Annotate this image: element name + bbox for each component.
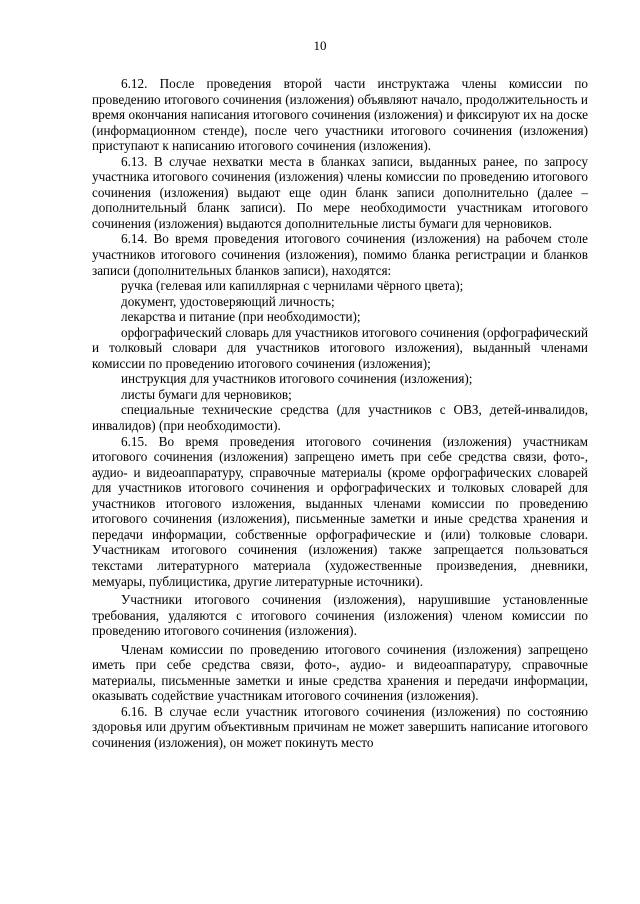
list-item-pen: ручка (гелевая или капиллярная с чернилами чёрного цвета);	[121, 278, 464, 294]
list-item-draft-sheets: листы бумаги для черновиков;	[121, 386, 292, 402]
page-number: 10	[313, 38, 327, 53]
paragraph-6-15: 6.15. Во время проведения итогового сочинения (изложения) участникам итогового сочинения (изложения) запрещено иметь при себе средства связи, фото-, аудио- и видеоаппаратуру, справочные материалы (кроме орфографических словарей для участников итогового сочинения и орфографических и толковых словарей для участников итогового изложения, выданных членами комиссии по проведению итогового сочинения (изложения), письменные заметки и иные средства хранения и передачи информации, собственные орфографические и (или) толковые словари. Участникам итогового сочинения (изложения) также запрещается пользоваться текстами литературного материала (художественные произведения, дневники, мемуары, публицистика, другие литературные источники).	[92, 433, 588, 589]
list-item-special-equipment: специальные технические средства (для участников с ОВЗ, детей-инвалидов, инвалидов) (при необходимости).	[92, 402, 588, 434]
list-item-dictionary: орфографический словарь для участников итогового сочинения (орфографический и толковый словари для участников итогового изложения), выданный членами комиссии по проведению итогового сочинения (изложения);	[92, 324, 588, 371]
paragraph-6-12: 6.12. После проведения второй части инструктажа члены комиссии по проведению итогового сочинения (изложения) объявляют начало, продолжительность и время окончания написания итогового сочинения (изложения) и фиксируют их на доске (информационном стенде), после чего участники итогового сочинения (изложения) приступают к написанию итогового сочинения (изложения).	[92, 76, 588, 154]
paragraph-violators: Участники итогового сочинения (изложения), нарушившие установленные требования, удаляются с итогового сочинения (изложения) членом комиссии по проведению итогового сочинения (изложения).	[92, 592, 588, 639]
paragraph-commission-members: Членам комиссии по проведению итогового сочинения (изложения) запрещено иметь при себе средства связи, фото-, аудио- и видеоаппаратуру, справочные материалы, письменные заметки и иные средства хранения и передачи информации, оказывать содействие участникам итогового сочинения (изложения).	[92, 641, 588, 704]
list-item-instruction: инструкция для участников итогового сочинения (изложения);	[121, 371, 473, 387]
document-body	[92, 76, 588, 751]
paragraph-6-16: 6.16. В случае если участник итогового сочинения (изложения) по состоянию здоровья или другим объективным причинам не может завершить написание итогового сочинения (изложения), он может покинуть место	[92, 703, 588, 750]
paragraph-6-13: 6.13. В случае нехватки места в бланках записи, выданных ранее, по запросу участника итогового сочинения (изложения) члены комиссии по проведению итогового сочинения (изложения) выдают еще один бланк записи дополнительно (далее – дополнительный бланк записи). По мере необходимости участникам итогового сочинения (изложения) выдаются дополнительные листы бумаги для черновиков.	[92, 153, 588, 231]
paragraph-6-14: 6.14. Во время проведения итогового сочинения (изложения) на рабочем столе участников итогового сочинения (изложения), помимо бланка регистрации и бланков записи (дополнительных бланков записи), находятся:	[92, 231, 588, 278]
list-item-medicine-food: лекарства и питание (при необходимости);	[121, 309, 361, 325]
list-item-id-document: документ, удостоверяющий личность;	[121, 293, 335, 309]
